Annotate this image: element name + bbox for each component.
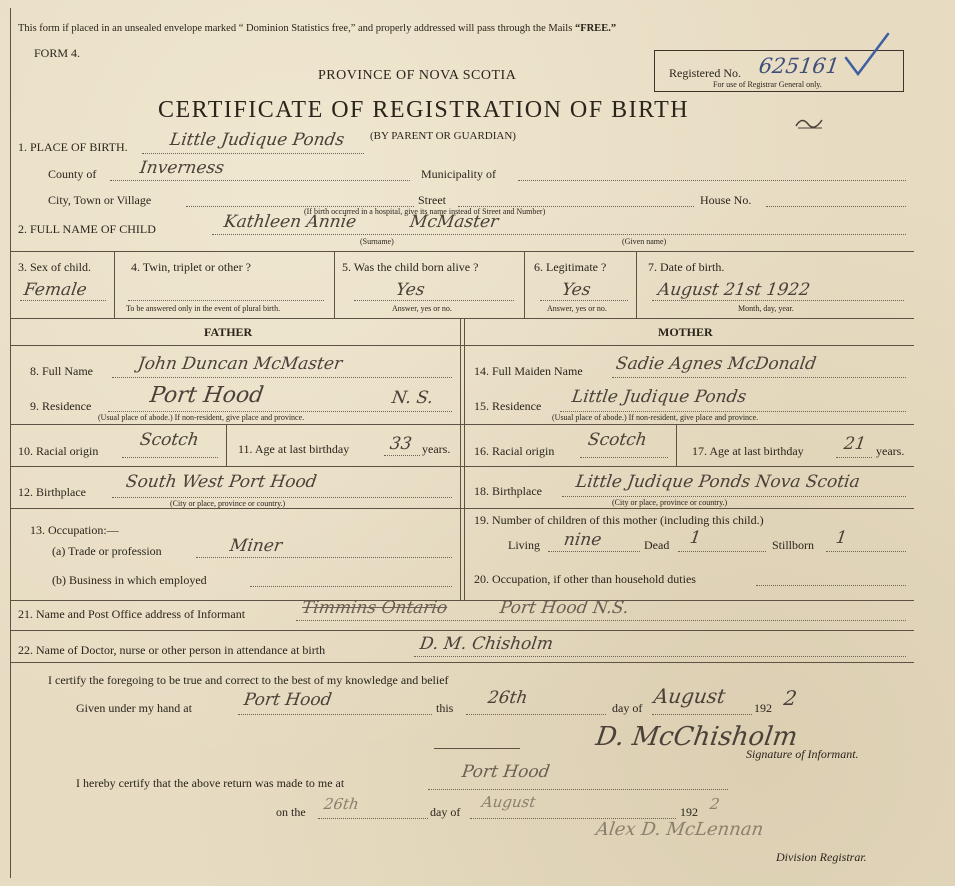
month-value: August <box>652 684 727 708</box>
mother-occupation-line <box>756 585 906 586</box>
informant-signature: D. McChisholm <box>593 722 800 752</box>
rule <box>10 251 914 252</box>
father-residence-province: N. S. <box>390 388 435 408</box>
rule <box>460 318 461 600</box>
registrar-year-prefix: 192 <box>680 805 698 819</box>
father-residence-note: (Usual place of abode.) If non-resident, give place and province. <box>98 413 305 422</box>
child-given-name: Kathleen Annie <box>222 212 358 232</box>
county-label: County of <box>48 167 97 181</box>
registrar-month-value: August <box>480 793 537 811</box>
trade-label: (a) Trade or profession <box>52 544 162 558</box>
sex-label: 3. Sex of child. <box>18 260 91 274</box>
rule <box>334 251 335 318</box>
mother-name-line <box>612 377 906 378</box>
father-residence-label: 9. Residence <box>30 399 92 413</box>
hospital-note: (If birth occurred in a hospital, give its name instead of Street and Number) <box>304 207 546 216</box>
rule <box>434 748 520 749</box>
father-birthplace-value: South West Port Hood <box>124 472 319 492</box>
mother-age-value: 21 <box>842 434 868 454</box>
mother-residence-note: (Usual place of abode.) If non-resident, give place and province. <box>552 413 759 422</box>
mother-birthplace-note: (City or place, province or country.) <box>612 498 728 507</box>
doctor-value: D. M. Chisholm <box>418 634 555 654</box>
mother-birthplace-label: 18. Birthplace <box>474 484 542 498</box>
father-age-label: 11. Age at last birthday <box>238 442 350 456</box>
certificate-title: CERTIFICATE OF REGISTRATION OF BIRTH <box>158 97 690 123</box>
rule <box>464 318 465 600</box>
municipality-label: Municipality of <box>421 167 496 181</box>
twin-label: 4. Twin, triplet or other ? <box>131 260 251 274</box>
father-birthplace-label: 12. Birthplace <box>18 485 86 499</box>
mother-name-label: 14. Full Maiden Name <box>474 364 583 378</box>
by-parent-note: (BY PARENT OR GUARDIAN) <box>370 130 516 142</box>
year-suffix: 2 <box>782 686 799 710</box>
legitimate-note: Answer, yes or no. <box>547 304 607 313</box>
father-birthplace-note: (City or place, province or country.) <box>170 499 286 508</box>
sex-line <box>20 300 106 301</box>
father-name-value: John Duncan McMaster <box>136 354 344 374</box>
municipality-line <box>518 180 906 181</box>
rule <box>10 600 914 601</box>
father-name-label: 8. Full Name <box>30 364 93 378</box>
left-border <box>10 8 11 878</box>
rule <box>10 345 914 346</box>
mother-racial-line <box>580 457 668 458</box>
place-of-birth-value: Little Judique Ponds <box>168 130 346 150</box>
street-label: Street <box>418 193 446 207</box>
registrar-place-line <box>428 789 728 790</box>
registered-number: 625161 <box>757 54 841 78</box>
legitimate-value: Yes <box>560 280 592 300</box>
place-of-birth-line <box>142 153 364 154</box>
mother-birthplace-value: Little Judique Ponds Nova Scotia <box>574 472 862 492</box>
legitimate-line <box>540 300 628 301</box>
surname-caption: (Surname) <box>360 237 394 246</box>
mother-residence-label: 15. Residence <box>474 399 542 413</box>
mother-racial-label: 16. Racial origin <box>474 444 555 458</box>
given-name-caption: (Given name) <box>622 237 667 246</box>
mother-age-label: 17. Age at last birthday <box>692 444 804 458</box>
father-racial-label: 10. Racial origin <box>18 444 99 458</box>
date-of-birth-label: 7. Date of birth. <box>648 260 725 274</box>
this-label: this <box>436 701 454 715</box>
doctor-line <box>414 656 906 657</box>
house-line <box>766 206 906 207</box>
registrar-signature: Alex D. McLennan <box>594 819 765 840</box>
father-heading: FATHER <box>204 325 253 339</box>
father-age-value: 33 <box>388 434 414 454</box>
stamp-mark-icon <box>792 112 828 132</box>
house-label: House No. <box>700 193 752 207</box>
date-of-birth-value: August 21st 1922 <box>656 280 812 300</box>
signature-caption: Signature of Informant. <box>746 747 859 761</box>
rule <box>10 424 914 425</box>
rule <box>10 466 914 467</box>
father-age-line <box>384 455 420 456</box>
informant-label: 21. Name and Post Office address of Informant <box>18 607 246 621</box>
mother-birthplace-line <box>562 496 906 497</box>
mother-age-line <box>836 457 872 458</box>
rule <box>114 251 115 318</box>
mother-occupation-label: 20. Occupation, if other than household duties <box>474 572 696 586</box>
born-alive-label: 5. Was the child born alive ? <box>342 260 479 274</box>
children-count-label: 19. Number of children of this mother (including this child.) <box>474 513 764 527</box>
date-of-birth-line <box>652 300 904 301</box>
child-name-line <box>212 234 906 235</box>
twin-line <box>128 300 324 301</box>
month-line <box>652 714 752 715</box>
rule <box>524 251 525 318</box>
born-alive-line <box>354 300 514 301</box>
given-place-line <box>238 714 432 715</box>
check-mark-icon <box>840 30 892 78</box>
registrar-statement: I hereby certify that the above return was made to me at <box>76 776 345 790</box>
father-years-label: years. <box>422 442 451 456</box>
day-line <box>466 714 606 715</box>
rule <box>10 508 914 509</box>
place-of-birth-label: 1. PLACE OF BIRTH. <box>18 140 128 154</box>
dead-line <box>678 551 766 552</box>
mother-racial-value: Scotch <box>586 430 649 450</box>
living-value: nine <box>562 530 603 550</box>
child-name-label: 2. FULL NAME OF CHILD <box>18 222 156 236</box>
legitimate-label: 6. Legitimate ? <box>534 260 607 274</box>
rule <box>10 318 914 319</box>
given-under-label: Given under my hand at <box>76 701 192 715</box>
dead-label: Dead <box>644 538 670 552</box>
twin-note: To be answered only in the event of plural birth. <box>126 304 281 313</box>
day-of-label: day of <box>612 701 643 715</box>
father-occupation-label: 13. Occupation:— <box>30 523 119 537</box>
born-alive-value: Yes <box>394 280 426 300</box>
sex-value: Female <box>22 280 89 300</box>
living-label: Living <box>508 538 540 552</box>
stillborn-label: Stillborn <box>772 538 815 552</box>
county-value: Inverness <box>138 158 226 178</box>
division-registrar-caption: Division Registrar. <box>776 850 867 864</box>
informant-value-struck: Timmins Ontario <box>300 598 449 618</box>
child-surname: McMaster <box>408 212 500 232</box>
city-label: City, Town or Village <box>48 193 152 207</box>
stillborn-value: 1 <box>834 528 849 548</box>
rule <box>10 662 914 663</box>
rule <box>676 424 677 466</box>
informant-line <box>296 620 906 621</box>
registrar-day-line <box>318 818 428 819</box>
rule <box>10 630 914 631</box>
rule <box>226 424 227 466</box>
father-racial-value: Scotch <box>138 430 201 450</box>
mother-years-label: years. <box>876 444 905 458</box>
business-label: (b) Business in which employed <box>52 573 207 587</box>
given-place-value: Port Hood <box>242 690 333 710</box>
registrar-day-value: 26th <box>322 795 361 813</box>
business-line <box>250 586 452 587</box>
on-the-label: on the <box>276 805 306 819</box>
day-value: 26th <box>486 688 529 708</box>
county-line <box>110 180 410 181</box>
form-number: FORM 4. <box>34 46 81 60</box>
province-heading: PROVINCE OF NOVA SCOTIA <box>318 68 517 83</box>
rule <box>636 251 637 318</box>
stillborn-line <box>826 551 906 552</box>
father-birthplace-line <box>112 497 452 498</box>
father-residence-line <box>108 411 452 412</box>
registrar-place-value: Port Hood <box>460 762 551 782</box>
mother-heading: MOTHER <box>658 325 713 339</box>
certify-statement: I certify the foregoing to be true and correct to the best of my knowledge and belief <box>48 673 449 687</box>
mail-note: This form if placed in an unsealed envelope marked “ Dominion Statistics free,” and properly addressed will pass through the Mails “FREE.” <box>18 23 617 34</box>
registrar-use-note: For use of Registrar General only. <box>713 80 822 89</box>
mother-residence-value: Little Judique Ponds <box>570 387 748 407</box>
trade-value: Miner <box>228 536 284 556</box>
year-prefix: 192 <box>754 701 772 715</box>
registrar-day-of-label: day of <box>430 805 461 819</box>
date-of-birth-note: Month, day, year. <box>738 304 794 313</box>
informant-value: Port Hood N.S. <box>498 598 630 618</box>
mother-residence-line <box>560 411 906 412</box>
registrar-year-suffix: 2 <box>708 795 721 813</box>
mother-name-value: Sadie Agnes McDonald <box>614 354 818 374</box>
father-residence-value: Port Hood <box>148 383 266 408</box>
doctor-label: 22. Name of Doctor, nurse or other person in attendance at birth <box>18 643 326 657</box>
born-alive-note: Answer, yes or no. <box>392 304 452 313</box>
trade-line <box>196 557 452 558</box>
living-line <box>548 551 640 552</box>
dead-value: 1 <box>688 528 703 548</box>
father-racial-line <box>122 457 218 458</box>
registered-label: Registered No. <box>669 66 741 80</box>
father-name-line <box>112 377 452 378</box>
